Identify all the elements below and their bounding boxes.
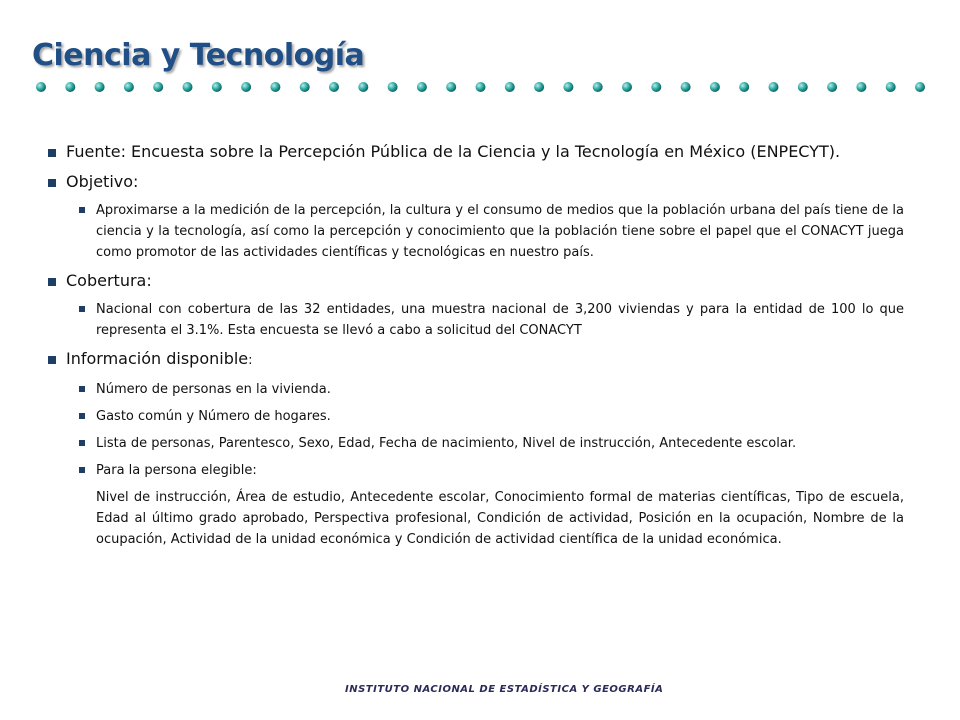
cobertura-heading: Cobertura:: [46, 269, 904, 293]
info-heading-colon: :: [248, 353, 253, 368]
dotted-divider: [34, 80, 934, 94]
divider-dot: [153, 82, 163, 92]
divider-dot: [769, 82, 779, 92]
divider-dot: [739, 82, 749, 92]
info-item: Lista de personas, Parentesco, Sexo, Edad, Fecha de nacimiento, Nivel de instrucción, Antecedente escolar.: [46, 433, 904, 454]
divider-dot: [124, 82, 134, 92]
info-item: Número de personas en la vivienda.: [46, 379, 904, 400]
divider-dot: [505, 82, 515, 92]
divider-dot: [886, 82, 896, 92]
divider-dot: [593, 82, 603, 92]
objetivo-text: Aproximarse a la medición de la percepción, la cultura y el consumo de medios que la población urbana del país tiene de la ciencia y la tecnología, así como la percepción y conocimiento que la población tiene sobre el papel que el CONACYT juega como promotor de las actividades científicas y tecnológicas en nuestro país.: [46, 200, 904, 263]
cobertura-text: Nacional con cobertura de las 32 entidades, una muestra nacional de 3,200 viviendas y para la entidad de 100 lo que representa el 3.1%. Esta encuesta se llevó a cabo a solicitud del CONACYT: [46, 299, 904, 341]
slide-content: [46, 140, 904, 556]
divider-dot: [798, 82, 808, 92]
objetivo-heading: Objetivo:: [46, 170, 904, 194]
info-heading-label: Información disponible: [66, 349, 249, 368]
divider-dot: [622, 82, 632, 92]
divider-dot: [300, 82, 310, 92]
divider-dot: [856, 82, 866, 92]
slide-title: Ciencia y Tecnología: [32, 38, 365, 73]
divider-dot: [681, 82, 691, 92]
divider-dot: [446, 82, 456, 92]
divider-dot: [476, 82, 486, 92]
divider-dot: [388, 82, 398, 92]
divider-dot: [329, 82, 339, 92]
fuente-bullet: Fuente: Encuesta sobre la Percepción Pública de la Ciencia y la Tecnología en México (ENPECYT).: [46, 140, 904, 164]
info-detail: Nivel de instrucción, Área de estudio, Antecedente escolar, Conocimiento formal de materias científicas, Tipo de escuela, Edad al último grado aprobado, Perspectiva profesional, Condición de actividad, Posición en la ocupación, Nombre de la ocupación, Actividad de la unidad económica y Condición de actividad científica de la unidad económica.: [96, 490, 904, 547]
divider-dot: [358, 82, 368, 92]
info-heading: [46, 347, 904, 373]
divider-dot: [534, 82, 544, 92]
divider-dot: [95, 82, 105, 92]
info-item: Para la persona elegible:: [46, 460, 904, 481]
divider-dot: [241, 82, 251, 92]
divider-dot: [710, 82, 720, 92]
info-item: Gasto común y Número de hogares.: [46, 406, 904, 427]
divider-dot: [651, 82, 661, 92]
divider-dot: [270, 82, 280, 92]
divider-dot: [65, 82, 75, 92]
divider-dot: [915, 82, 925, 92]
divider-dot: [827, 82, 837, 92]
divider-dot: [212, 82, 222, 92]
divider-dot: [183, 82, 193, 92]
footer-institution: INSTITUTO NACIONAL DE ESTADÍSTICA Y GEOGRAFÍA: [345, 684, 664, 695]
divider-dot: [563, 82, 573, 92]
divider-dot: [36, 82, 46, 92]
divider-dot: [417, 82, 427, 92]
